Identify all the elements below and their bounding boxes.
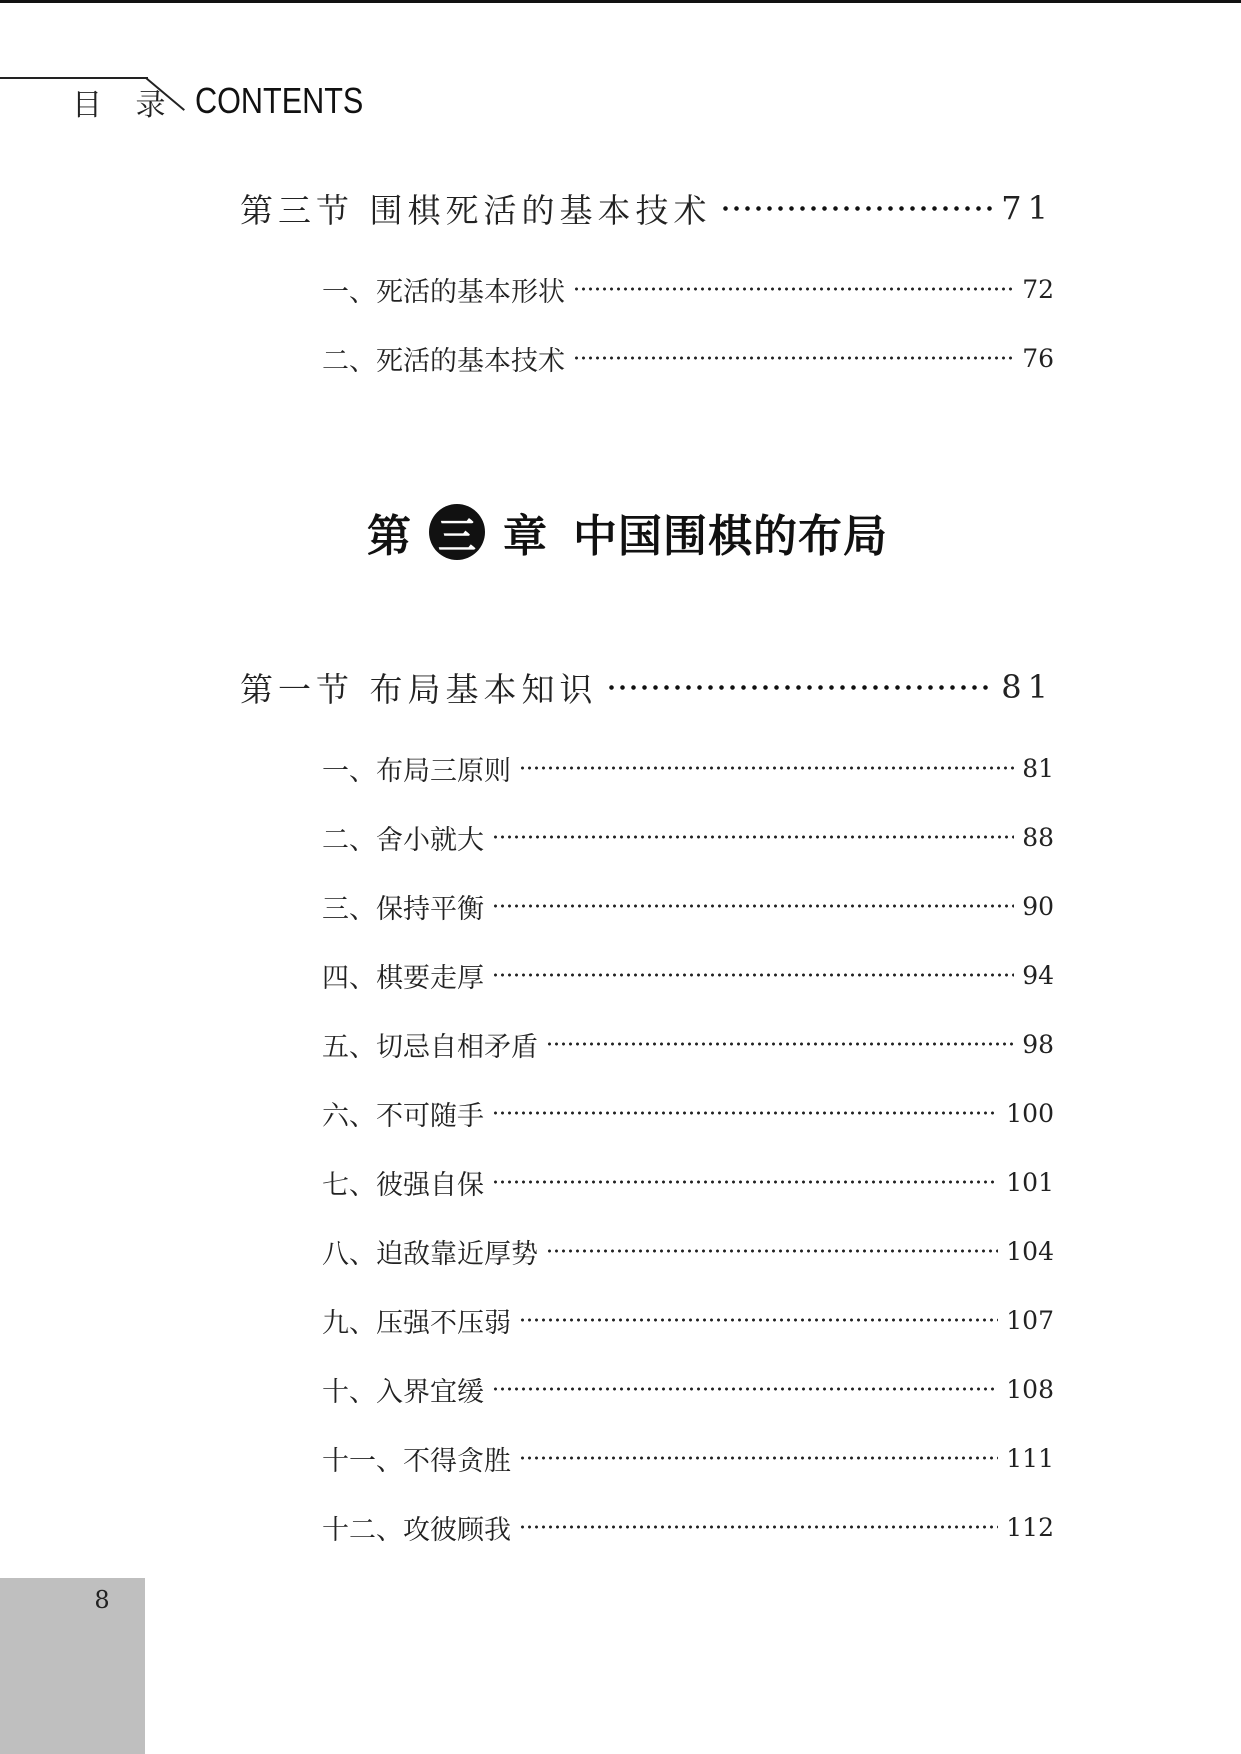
- item-label: 四、棋要走厚: [322, 962, 484, 994]
- chapter-suffix: 章: [503, 511, 547, 562]
- toc-section-3[interactable]: [240, 186, 1054, 230]
- item-page: 101: [1006, 1167, 1054, 1197]
- dot-leader: [519, 1456, 998, 1460]
- item-page: 81: [1022, 753, 1054, 783]
- section-page: 71: [1001, 189, 1054, 227]
- item-label: 三、保持平衡: [322, 893, 484, 925]
- item-page: 100: [1006, 1098, 1054, 1128]
- dot-leader: [492, 1387, 998, 1391]
- dot-leader: [492, 973, 1014, 977]
- item-label: 二、舍小就大: [322, 824, 484, 856]
- toc-item[interactable]: [322, 1096, 1054, 1130]
- dot-leader: [519, 1525, 998, 1529]
- toc-item[interactable]: [322, 751, 1054, 785]
- dot-leader: [546, 1042, 1014, 1046]
- toc-item[interactable]: [322, 1165, 1054, 1199]
- item-label: 七、彼强自保: [322, 1169, 484, 1201]
- dot-leader: [573, 356, 1014, 360]
- dot-leader: [492, 1111, 998, 1115]
- header-underline: [0, 77, 148, 79]
- item-page: 112: [1006, 1512, 1054, 1542]
- item-page: 98: [1022, 1029, 1054, 1059]
- dot-leader: [519, 1318, 998, 1322]
- toc-item[interactable]: [322, 1234, 1054, 1268]
- item-label: 八、迫敌靠近厚势: [322, 1238, 538, 1270]
- dot-leader: [573, 287, 1014, 291]
- toc-item[interactable]: [322, 889, 1054, 923]
- item-label: 一、死活的基本形状: [322, 276, 565, 308]
- chapter-title: 中国围棋的布局: [573, 511, 888, 562]
- toc-item[interactable]: [322, 1303, 1054, 1337]
- item-page: 104: [1006, 1236, 1054, 1266]
- section-label: 第一节 布局基本知识: [240, 669, 598, 709]
- item-page: 90: [1022, 891, 1054, 921]
- item-label: 五、切忌自相矛盾: [322, 1031, 538, 1063]
- dot-leader: [492, 835, 1014, 839]
- item-page: 76: [1022, 343, 1054, 373]
- item-page: 94: [1022, 960, 1054, 990]
- toc-item[interactable]: [322, 1027, 1054, 1061]
- item-page: 111: [1006, 1443, 1054, 1473]
- dot-leader: [492, 904, 1014, 908]
- item-label: 二、死活的基本技术: [322, 345, 565, 377]
- dot-leader: [546, 1249, 998, 1253]
- item-label: 十二、攻彼顾我: [322, 1514, 511, 1546]
- toc-section-1[interactable]: [240, 665, 1054, 709]
- dot-leader: [720, 205, 994, 211]
- dot-leader: [519, 766, 1014, 770]
- toc-item[interactable]: [322, 1441, 1054, 1475]
- item-page: 88: [1022, 822, 1054, 852]
- dot-leader: [492, 1180, 998, 1184]
- toc-item[interactable]: [322, 1510, 1054, 1544]
- item-label: 十一、不得贪胜: [322, 1445, 511, 1477]
- top-border-rule: [0, 0, 1241, 3]
- toc-item[interactable]: [322, 341, 1054, 375]
- toc-item[interactable]: [322, 958, 1054, 992]
- chapter-heading: [0, 500, 1241, 564]
- toc-item[interactable]: [322, 820, 1054, 854]
- item-label: 一、布局三原则: [322, 755, 511, 787]
- dot-leader: [606, 684, 994, 690]
- toc-item[interactable]: [322, 1372, 1054, 1406]
- toc-item[interactable]: [322, 272, 1054, 306]
- item-label: 十、入界宜缓: [322, 1376, 484, 1408]
- header-title-en: CONTENTS: [195, 80, 364, 121]
- item-label: 六、不可随手: [322, 1100, 484, 1132]
- chapter-number-badge: 三: [429, 504, 485, 560]
- header-title-cn: 目 录: [72, 88, 178, 123]
- item-label: 九、压强不压弱: [322, 1307, 511, 1339]
- section-page: 81: [1001, 668, 1054, 706]
- section-label: 第三节 围棋死活的基本技术: [240, 190, 712, 230]
- page-number: 8: [94, 1586, 110, 1614]
- item-page: 107: [1006, 1305, 1054, 1335]
- item-page: 72: [1022, 274, 1054, 304]
- item-page: 108: [1006, 1374, 1054, 1404]
- chapter-prefix: 第: [367, 511, 411, 562]
